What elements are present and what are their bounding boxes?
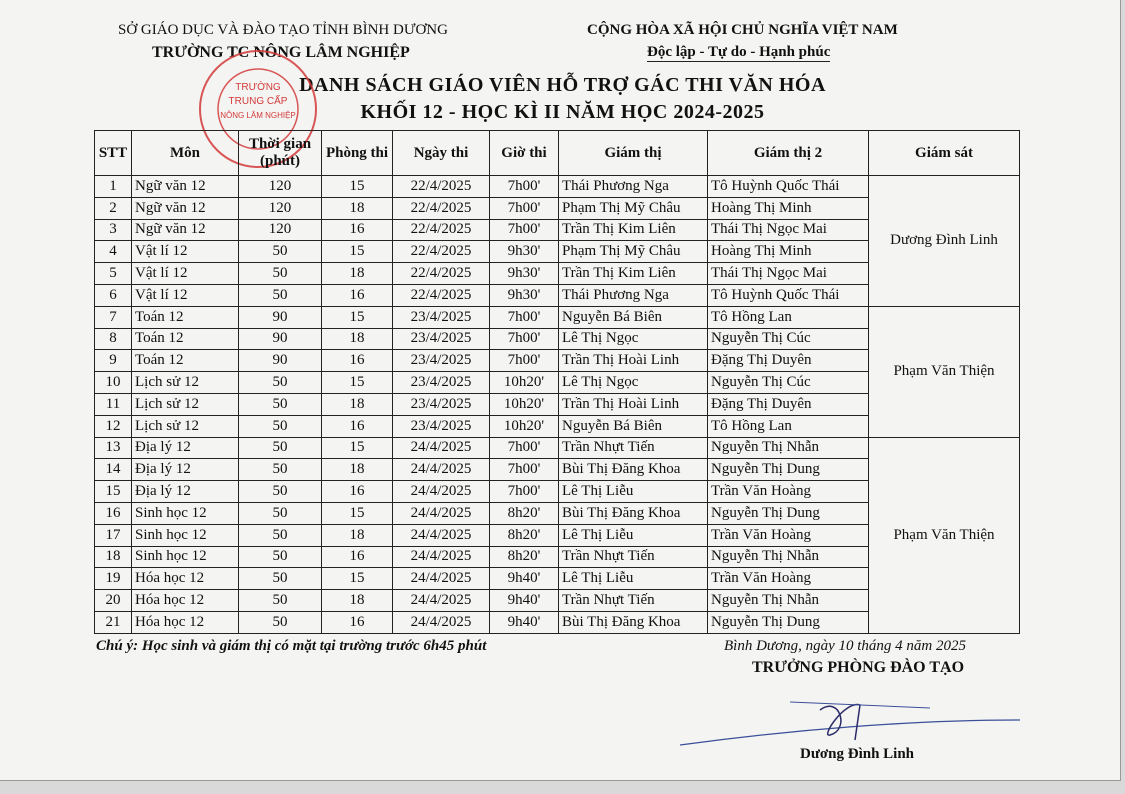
cell-proctor-1: Bùi Thị Đăng Khoa [559,502,708,524]
cell-date: 22/4/2025 [393,197,490,219]
cell-duration: 50 [239,524,322,546]
cell-duration: 90 [239,350,322,372]
cell-proctor-1: Trần Nhựt Tiến [559,437,708,459]
cell-subject: Ngữ văn 12 [132,176,239,198]
cell-subject: Toán 12 [132,306,239,328]
cell-subject: Địa lý 12 [132,481,239,503]
cell-proctor-1: Phạm Thị Mỹ Châu [559,241,708,263]
cell-time: 7h00' [490,306,559,328]
col-header-supervisor: Giám sát [869,131,1020,176]
cell-stt: 14 [95,459,132,481]
cell-subject: Lịch sử 12 [132,415,239,437]
cell-date: 23/4/2025 [393,350,490,372]
table-body [95,176,1020,634]
cell-proctor-1: Trần Thị Hoài Linh [559,350,708,372]
col-header-time: Giờ thi [490,131,559,176]
cell-room: 16 [322,219,393,241]
cell-time: 7h00' [490,197,559,219]
cell-date: 22/4/2025 [393,176,490,198]
cell-stt: 5 [95,263,132,285]
cell-date: 24/4/2025 [393,502,490,524]
cell-duration: 120 [239,197,322,219]
cell-stt: 17 [95,524,132,546]
cell-duration: 50 [239,459,322,481]
cell-duration: 50 [239,546,322,568]
cell-duration: 50 [239,372,322,394]
cell-subject: Sinh học 12 [132,502,239,524]
nation-name: CỘNG HÒA XÃ HỘI CHỦ NGHĨA VIỆT NAM [587,22,898,38]
cell-proctor-2: Trần Văn Hoàng [708,524,869,546]
cell-subject: Hóa học 12 [132,611,239,633]
cell-proctor-2: Tô Hồng Lan [708,306,869,328]
cell-room: 16 [322,284,393,306]
cell-proctor-2: Hoàng Thị Minh [708,241,869,263]
cell-subject: Toán 12 [132,328,239,350]
cell-time: 7h00' [490,328,559,350]
national-motto: Độc lập - Tự do - Hạnh phúc [647,44,831,60]
cell-stt: 16 [95,502,132,524]
cell-room: 18 [322,524,393,546]
cell-subject: Địa lý 12 [132,437,239,459]
cell-time: 8h20' [490,502,559,524]
cell-subject: Vật lí 12 [132,284,239,306]
table-row [95,437,1020,459]
cell-time: 7h00' [490,481,559,503]
cell-proctor-1: Trần Thị Kim Liên [559,219,708,241]
cell-supervisor: Dương Đình Linh [869,176,1020,307]
cell-room: 16 [322,415,393,437]
cell-date: 24/4/2025 [393,459,490,481]
document-title: DANH SÁCH GIÁO VIÊN HỖ TRỢ GÁC THI VĂN HÓA [299,74,826,96]
school-name: TRƯỜNG TC NÔNG LÂM NGHIỆP [152,44,410,61]
cell-stt: 2 [95,197,132,219]
cell-time: 9h40' [490,611,559,633]
cell-duration: 50 [239,611,322,633]
cell-proctor-2: Nguyễn Thị Nhẫn [708,590,869,612]
cell-duration: 50 [239,568,322,590]
cell-subject: Lịch sử 12 [132,372,239,394]
cell-proctor-1: Nguyễn Bá Biên [559,306,708,328]
cell-room: 15 [322,502,393,524]
cell-duration: 50 [239,393,322,415]
cell-time: 7h00' [490,176,559,198]
cell-room: 16 [322,546,393,568]
cell-duration: 50 [239,415,322,437]
cell-proctor-1: Trần Thị Hoài Linh [559,393,708,415]
cell-room: 16 [322,350,393,372]
cell-room: 15 [322,176,393,198]
col-header-proctor-1: Giám thị [559,131,708,176]
cell-stt: 15 [95,481,132,503]
cell-date: 23/4/2025 [393,328,490,350]
col-header-proctor-2: Giám thị 2 [708,131,869,176]
cell-stt: 19 [95,568,132,590]
cell-duration: 50 [239,437,322,459]
cell-time: 8h20' [490,524,559,546]
cell-duration: 120 [239,219,322,241]
cell-duration: 90 [239,306,322,328]
cell-time: 7h00' [490,459,559,481]
cell-room: 15 [322,437,393,459]
cell-date: 22/4/2025 [393,241,490,263]
signer-name: Dương Đình Linh [800,746,915,762]
cell-subject: Lịch sử 12 [132,393,239,415]
cell-proctor-2: Đặng Thị Duyên [708,350,869,372]
cell-date: 24/4/2025 [393,611,490,633]
cell-time: 10h20' [490,372,559,394]
cell-date: 22/4/2025 [393,284,490,306]
cell-date: 24/4/2025 [393,568,490,590]
cell-date: 24/4/2025 [393,524,490,546]
cell-room: 18 [322,197,393,219]
cell-subject: Toán 12 [132,350,239,372]
cell-stt: 12 [95,415,132,437]
cell-supervisor: Phạm Văn Thiện [869,437,1020,633]
cell-time: 9h30' [490,263,559,285]
cell-proctor-1: Phạm Thị Mỹ Châu [559,197,708,219]
cell-time: 9h40' [490,568,559,590]
document-subtitle: KHỐI 12 - HỌC KÌ II NĂM HỌC 2024-2025 [360,101,765,123]
cell-subject: Ngữ văn 12 [132,219,239,241]
cell-duration: 50 [239,502,322,524]
cell-subject: Sinh học 12 [132,524,239,546]
cell-time: 7h00' [490,350,559,372]
cell-proctor-2: Nguyễn Thị Dung [708,502,869,524]
cell-time: 8h20' [490,546,559,568]
cell-proctor-2: Tô Hồng Lan [708,415,869,437]
cell-stt: 7 [95,306,132,328]
cell-room: 16 [322,611,393,633]
cell-proctor-2: Thái Thị Ngọc Mai [708,219,869,241]
signer-title: TRƯỞNG PHÒNG ĐÀO TẠO [752,659,965,676]
cell-subject: Sinh học 12 [132,546,239,568]
cell-stt: 21 [95,611,132,633]
stamp-line-2: TRUNG CẤP [228,96,288,107]
table-row [95,176,1020,198]
cell-duration: 50 [239,241,322,263]
cell-duration: 50 [239,284,322,306]
cell-time: 10h20' [490,393,559,415]
cell-proctor-2: Nguyễn Thị Dung [708,611,869,633]
cell-subject: Vật lí 12 [132,263,239,285]
cell-date: 24/4/2025 [393,437,490,459]
cell-proctor-2: Nguyễn Thị Dung [708,459,869,481]
cell-room: 15 [322,372,393,394]
cell-date: 23/4/2025 [393,372,490,394]
cell-date: 23/4/2025 [393,306,490,328]
cell-proctor-2: Nguyễn Thị Cúc [708,328,869,350]
cell-proctor-1: Bùi Thị Đăng Khoa [559,611,708,633]
cell-room: 18 [322,328,393,350]
col-header-date: Ngày thi [393,131,490,176]
cell-proctor-2: Tô Huỳnh Quốc Thái [708,284,869,306]
cell-stt: 4 [95,241,132,263]
cell-proctor-1: Lê Thị Liễu [559,568,708,590]
cell-proctor-2: Trần Văn Hoàng [708,568,869,590]
table-header-row [95,131,1020,176]
cell-stt: 11 [95,393,132,415]
col-header-stt: STT [95,131,132,176]
cell-room: 18 [322,263,393,285]
cell-room: 15 [322,568,393,590]
cell-proctor-1: Lê Thị Ngọc [559,372,708,394]
cell-subject: Hóa học 12 [132,590,239,612]
cell-duration: 120 [239,176,322,198]
table-row [95,306,1020,328]
signature [670,690,1030,750]
cell-duration: 50 [239,263,322,285]
cell-room: 18 [322,590,393,612]
cell-proctor-2: Trần Văn Hoàng [708,481,869,503]
cell-date: 24/4/2025 [393,481,490,503]
cell-stt: 3 [95,219,132,241]
cell-proctor-2: Thái Thị Ngọc Mai [708,263,869,285]
cell-date: 23/4/2025 [393,393,490,415]
cell-room: 15 [322,241,393,263]
cell-stt: 9 [95,350,132,372]
cell-time: 7h00' [490,219,559,241]
ministry-name: SỞ GIÁO DỤC VÀ ĐÀO TẠO TỈNH BÌNH DƯƠNG [118,22,448,38]
cell-proctor-1: Trần Nhựt Tiến [559,546,708,568]
cell-date: 22/4/2025 [393,219,490,241]
cell-proctor-2: Hoàng Thị Minh [708,197,869,219]
cell-duration: 50 [239,481,322,503]
col-header-room: Phòng thi [322,131,393,176]
col-header-duration: Thời gian (phút) [239,131,322,176]
cell-room: 15 [322,306,393,328]
cell-time: 9h30' [490,241,559,263]
cell-date: 24/4/2025 [393,590,490,612]
cell-proctor-1: Lê Thị Liễu [559,481,708,503]
cell-proctor-2: Nguyễn Thị Nhẫn [708,437,869,459]
attendance-note: Chú ý: Học sinh và giám thị có mặt tại trường trước 6h45 phút [96,638,487,654]
col-header-subject: Môn [132,131,239,176]
cell-stt: 10 [95,372,132,394]
cell-proctor-1: Lê Thị Ngọc [559,328,708,350]
cell-stt: 20 [95,590,132,612]
cell-supervisor: Phạm Văn Thiện [869,306,1020,437]
cell-date: 22/4/2025 [393,263,490,285]
cell-proctor-1: Nguyễn Bá Biên [559,415,708,437]
cell-time: 7h00' [490,437,559,459]
cell-stt: 8 [95,328,132,350]
cell-proctor-2: Đặng Thị Duyên [708,393,869,415]
cell-time: 10h20' [490,415,559,437]
cell-proctor-2: Tô Huỳnh Quốc Thái [708,176,869,198]
cell-proctor-1: Thái Phương Nga [559,284,708,306]
cell-room: 18 [322,393,393,415]
cell-stt: 6 [95,284,132,306]
stamp-line-1: TRƯỜNG [235,82,281,93]
cell-room: 18 [322,459,393,481]
cell-stt: 1 [95,176,132,198]
cell-date: 23/4/2025 [393,415,490,437]
exam-schedule-table [94,130,1020,634]
cell-proctor-1: Trần Nhựt Tiến [559,590,708,612]
cell-subject: Ngữ văn 12 [132,197,239,219]
cell-proctor-1: Trần Thị Kim Liên [559,263,708,285]
cell-subject: Địa lý 12 [132,459,239,481]
cell-duration: 90 [239,328,322,350]
cell-proctor-2: Nguyễn Thị Nhẫn [708,546,869,568]
cell-duration: 50 [239,590,322,612]
cell-subject: Vật lí 12 [132,241,239,263]
place-date: Bình Dương, ngày 10 tháng 4 năm 2025 [724,638,967,654]
cell-proctor-1: Bùi Thị Đăng Khoa [559,459,708,481]
cell-time: 9h40' [490,590,559,612]
cell-stt: 13 [95,437,132,459]
cell-proctor-1: Lê Thị Liễu [559,524,708,546]
cell-proctor-1: Thái Phương Nga [559,176,708,198]
cell-proctor-2: Nguyễn Thị Cúc [708,372,869,394]
cell-time: 9h30' [490,284,559,306]
cell-date: 24/4/2025 [393,546,490,568]
cell-stt: 18 [95,546,132,568]
cell-subject: Hóa học 12 [132,568,239,590]
cell-room: 16 [322,481,393,503]
stamp-line-3: NÔNG LÂM NGHIỆP [220,111,296,120]
